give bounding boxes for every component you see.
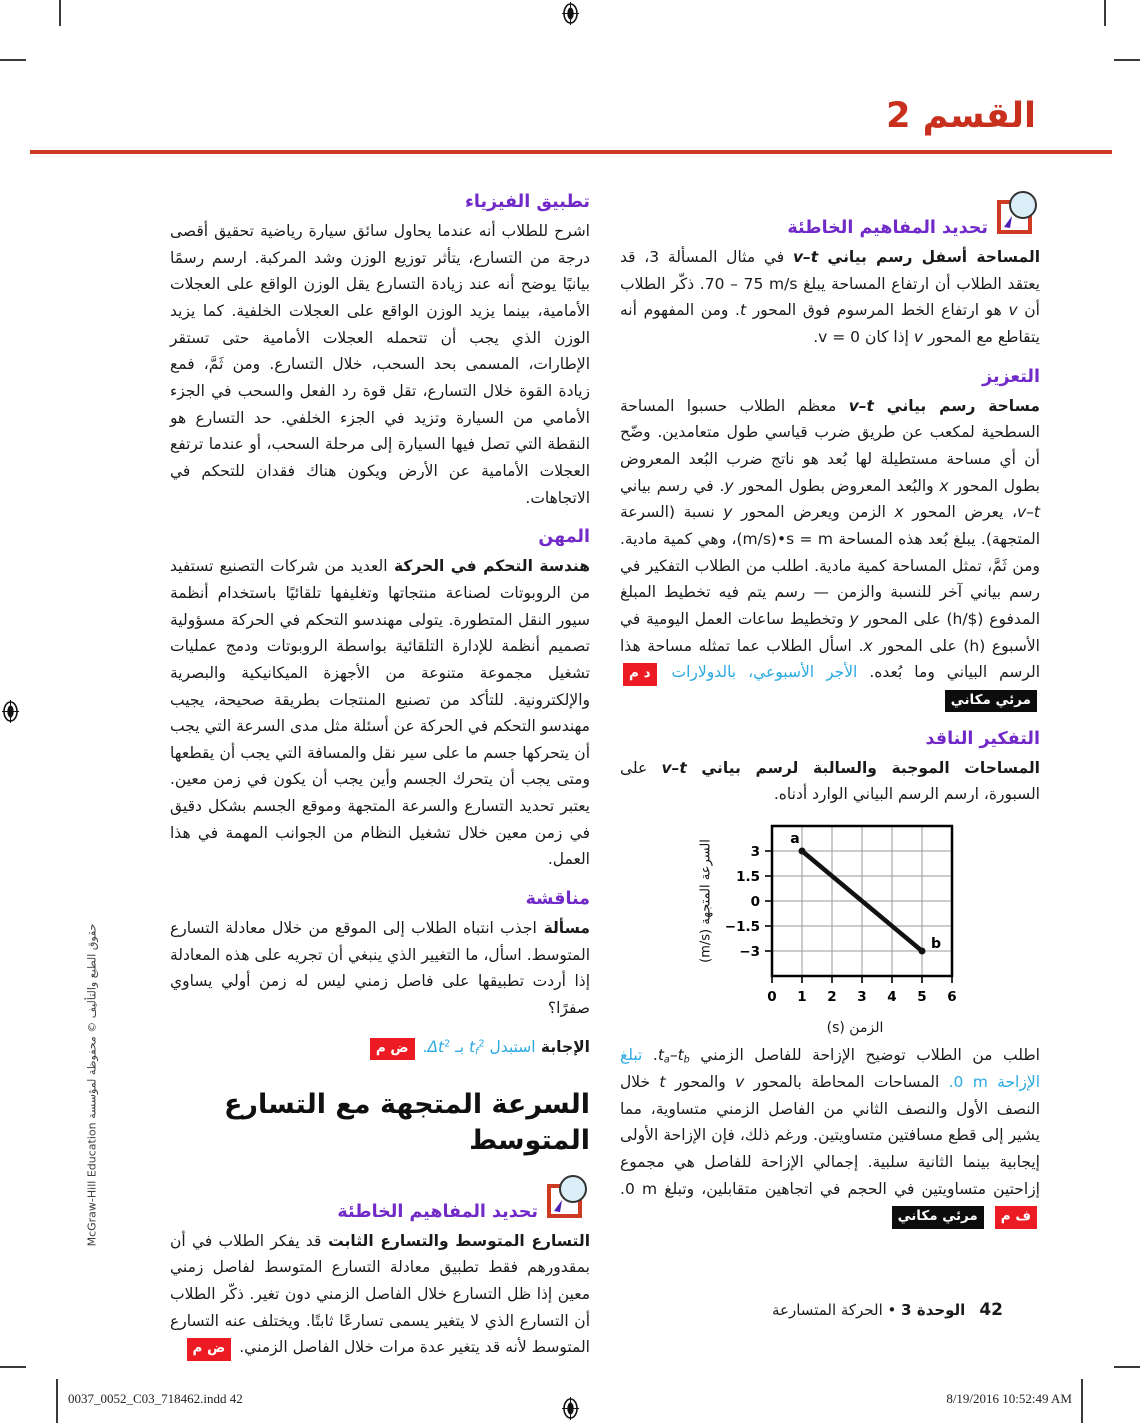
critical-thinking-answer-paragraph: اطلب من الطلاب توضيح الإزاحة للفاصل الزمني ta–tb. تبلغ الإزاحة 0 m. المساحات المحاطة بالمحور v والمحور t خلال النصف الأول والنصف الثاني من الفاصل الزمني متساوية، مما يشير إلى قطع مسافتين متساويتين. ورغم ذلك، فإن الإزاحة الأولى إيجابية بينما الثانية سلبية. إجمالي الإزاحة للفاصل هي مجموع إزاحتين متساويتين في الحجم في اتجاهين متقابلين، وتبلغ 0 m. ف م مرئي مكاني — [620, 1042, 1040, 1229]
unit-footer: الوحدة 3 • الحركة المتسارعة — [772, 1301, 966, 1319]
crop-mark — [1114, 59, 1140, 61]
right-column — [620, 176, 1040, 1373]
svg-text:0: 0 — [767, 988, 777, 1005]
crop-mark — [1114, 1366, 1140, 1368]
misconceptions2-heading: تحديد المفاهيم الخاطئة — [337, 1201, 538, 1222]
chart-plot — [680, 820, 980, 1014]
crop-mark — [1104, 0, 1106, 26]
discussion-answer: الإجابة استبدل $tf^2$ بـ $\Delta t^2$. ض م — [170, 1034, 590, 1061]
print-timestamp: 8/19/2016 10:52:49 AM — [946, 1391, 1072, 1406]
magnifier-icon — [996, 190, 1040, 240]
crop-mark — [1081, 1379, 1083, 1423]
misconceptions-heading: تحديد المفاهيم الخاطئة — [787, 218, 988, 238]
page-number: 42 — [979, 1300, 1003, 1320]
misconceptions2-paragraph: التسارع المتوسط والتسارع الثابت قد يفكر الطلاب في أن بمقدورهم فقط تطبيق معادلة التسارع المتوسط لفاصل زمني معين إذا ظل التسارع خلال الفاصل الزمني دون تغير. ذكّر الطلاب أن التسارع الذي لا يتغير يسمى تسارعًا ثابتًا. ويختلف عنه التسارع المتوسط لأنه قد يتغير عدة مرات خلال الفاصل الزمني. ض م — [170, 1228, 590, 1361]
svg-text:2: 2 — [827, 988, 837, 1005]
critical-thinking-paragraph: المساحات الموجبة والسالبة لرسم بياني v–t على السبورة، ارسم الرسم البياني الوارد أدناه. — [620, 758, 1040, 804]
registration-target-icon — [562, 1397, 579, 1424]
misconceptions-heading-row — [620, 190, 1040, 240]
misconceptions-paragraph: المساحة أسفل رسم بياني v–t في مثال المسألة 3، قد يعتقد الطلاب أن ارتفاع المساحة يبلغ 70 – 75 m/s. ذكّر الطلاب أن v هو ارتفاع الخط المرسوم فوق المحور t. ومن المفهوم أنه يتقاطع مع المحور v إذا كان v = 0. — [620, 248, 1041, 346]
svg-text:−1.5: −1.5 — [724, 918, 760, 935]
crop-mark — [59, 0, 61, 26]
svg-text:5: 5 — [917, 988, 927, 1005]
print-file-name: 0037_0052_C03_718462.indd 42 — [68, 1391, 243, 1406]
svg-text:3: 3 — [857, 988, 867, 1005]
careers-heading: المهن — [538, 527, 590, 548]
svg-text:1.5: 1.5 — [736, 868, 760, 885]
misconceptions2-heading-row — [170, 1174, 590, 1224]
section-title: السرعة المتجهة مع التسارع المتوسط — [223, 1088, 590, 1157]
registration-target-icon — [562, 2, 579, 29]
crop-mark — [56, 1379, 58, 1423]
svg-text:6: 6 — [947, 988, 957, 1005]
discussion-heading: مناقشة — [525, 889, 590, 910]
registration-target-icon — [2, 700, 19, 727]
svg-text:−3: −3 — [739, 943, 760, 960]
svg-text:1: 1 — [797, 988, 807, 1005]
svg-text:4: 4 — [887, 988, 897, 1005]
page-footer — [772, 1300, 1003, 1320]
svg-text:3: 3 — [750, 843, 760, 860]
chart-y-axis-label: السرعة المتجهة (m/s) — [698, 838, 714, 963]
reinforcement-heading: التعزيز — [982, 366, 1040, 387]
physics-application-paragraph: اشرح للطلاب أنه عندما يحاول سائق سيارة رياضية تحقيق أقصى درجة من التسارع، يتأثر توزيع الوزن وشد المركبة. ارسم رسمًا بيانيًا يوضح أنه عند زيادة التسارع يقل الوزن الواقع على العجلات الأمامية، بينما يزيد الوزن الواقع على العجلات الخلفية. كما يزيد الوزن الذي يجب أن تتحمله العجلات الأمامية حتى تستقر الإطارات، المسمى بحد السحب، خلال التسارع. ومن ثَمَّ، فمع زيادة القوة خلال التسارع، تقل قوة رد الفعل والسحب في الجزء الأمامي من السيارة وتزيد في الجزء الخلفي. حد التسارع هو النقطة التي تصل فيها السيارة إلى مرحلة السحب، أو عندما ترتفع العجلات الأمامية عن الأرض ويكون هناك فقدان للتحكم في الاتجاهات. — [170, 222, 590, 507]
content-columns — [170, 176, 1040, 1373]
crop-mark — [0, 59, 26, 61]
reinforcement-paragraph: مساحة رسم بياني v–t معظم الطلاب حسبوا المساحة السطحية لمكعب عن طريق ضرب قياسي طول متعامدين. وضّح أن أي مساحة مستطيلة لها بُعد هو ناتج ضرب البُعد المعروض بطول المحور x والبُعد المعروض بطول المحور y. في رسم بياني v–t، يعرض المحور x الزمن ويعرض المحور y نسبة (السرعة المتجهة). يبلغ بُعد هذه المساحة (m/s)•s = m، وهي كمية مادية. ومن ثَمَّ، تمثل المساحة كمية مادية. اطلب من الطلاب التفكير في رسم بياني آخر للنسبة والزمن — رسم يتم فيه تخطيط المبلغ المدفوع (h/$) على المحور y وتخطيط ساعات العمل اليومية في الأسبوع (h) على المحور x. اسأل الطلاب عما تمثله مساحة هذا الرسم البياني وما بُعده. الأجر الأسبوعي، بالدولارات د م مرئي مكاني — [620, 393, 1040, 713]
discussion-paragraph: مسألة اجذب انتباه الطلاب إلى الموقع من خلال معادلة التسارع المتوسط. اسأل، ما التغيير الذي ينبغي أن تجريه على هذه المعادلة إذا أردت تطبيقها على فاصل زمني ليس له زمن أولي يساوي صفرًا؟ — [170, 919, 590, 1018]
critical-thinking-heading: التفكير الناقد — [925, 728, 1040, 749]
textbook-page: القسم 2 تحديد المفاهيم الخاطئة المساحة أسفل رسم بياني v–t في مثال المسألة 3، قد يعتقد الطلاب أن ارتفاع المساحة يبلغ 70 – 75 m/s. ذكّر الطلاب أن v هو ارتفاع الخط المرسوم فوق المحور t. ومن المفهوم أنه يتقاطع مع المحور v إذا كان v = 0. التعزيز مساحة رسم بياني v–t معظم الطلاب حسبوا المساحة السطحية لمكعب عن طريق ضرب قياسي طول متعامدين. وضّح أن أي مساحة مستطيلة لها بُعد هو ناتج ضرب البُعد المعروض بطول المحور x والبُعد المعروض بطول المحور y. في رسم بياني v–t، يعرض المحور x الزمن ويعرض المحور y نسبة (السرعة المتجهة). يبلغ بُعد هذه المساحة (m/s)•s = m، وهي كمية مادية. ومن ثَمَّ، تمثل المساحة كمية مادية. اطلب من الطلاب التفكير في رسم بياني آخر للنسبة والزمن — رسم يتم فيه تخطيط المبلغ المدفوع (h/$) على المحور y وتخطيط ساعات العمل اليومية في الأسبوع (h) على المحور x. اسأل الطلاب عما تمثله مساحة هذا الرسم البياني وما بُعده. الأجر الأسبوعي، بالدولارات د م مرئي مكاني التفكير الناقد المساحات الموجبة والسالبة لرسم بياني v–t على السبورة، ارسم الرسم البياني الوارد أدناه. السرعة المتجهة (m/s) a b 3 1.5 0 −1.5 −3 0 1 2 3 4 5 6 الزمن (s) اطلب من الطلاب توضيح الإزاحة للفاصل الزمني ta–tb. تبلغ الإزاحة 0 m. المساحات المحاطة بالمحور v والمحور t خلال النصف الأول والنصف الثاني من الفاصل الزمني متساوية، مما يشير إلى قطع مسافتين متساويتين. ورغم ذلك، فإن الإزاحة الأولى إيجابية بينما الثانية سلبية. إجمالي الإزاحة للفاصل هي مجموع إزاحتين متساويتين في الحجم في اتجاهين متقابلين، وتبلغ 0 m. ف م مرئي مكاني تطبيق الفيزياء اشرح للطلاب أنه عندما يحاول سائق سيارة رياضية تحقيق أقصى درجة من التسارع، يتأثر توزيع الوزن وشد المركبة. ارسم رسمًا بيانيًا يوضح أنه عند زيادة التسارع يقل الوزن الواقع على العجلات الأمامية، بينما يزيد الوزن الواقع على العجلات الخلفية. كما يزيد الوزن الذي يجب أن تتحمله العجلات الأمامية حتى تستقر الإطارات، المسمى بحد السحب، خلال التسارع. ومن ثَمَّ، فمع زيادة القوة خلال التسارع، تقل قوة رد الفعل والسحب في الجزء الأمامي من السيارة وتزيد في الجزء الخلفي. حد التسارع هو النقطة التي تصل فيها السيارة إلى مرحلة السحب، أو عندما ترتفع العجلات الأمامية عن الأرض ويكون هناك فقدان للتحكم في الاتجاهات. المهن هندسة التحكم في الحركة العديد من شركات التصنيع تستفيد من الروبوتات لصناعة منتجاتها وتغليفها تلقائيًا باستخدام أنظمة سيور النقل المتطورة. يتولى مهندسو التحكم في الحركة مسؤولية تصميم أنظمة للإدارة التلقائية بواسطة الروبوتات ودمج عمليات تشغيل مجموعة متنوعة من الأجهزة الميكانيكية والبصرية والإلكترونية. للتأكد من تصنيع المنتجات بطريقة صحيحة، يجيب مهندسو التحكم في الحركة عن أسئلة مثل مدى السرعة التي يجب أن يتحركها جسم ما على سير نقل والمسافة التي يجب أن يقطعها ومتى يجب أن يتحرك الجسم وأين يجب أن يكون في زمن معين. يعتبر تحديد التسارع والسرعة المتجهة وموقع الجسم بشكل دقيق في زمن معين خلال تشغيل النظام من الجوانب المهمة في هذا العمل. مناقشة مسألة اجذب انتباه الطلاب إلى الموقع من خلال معادلة التسارع المتوسط. اسأل، ما التغيير الذي ينبغي أن تجريه على هذه المعادلة إذا أردت تطبيقها على فاصل زمني ليس له زمن أولي يساوي صفرًا؟ الإجابة استبدل $tf^2$ بـ $\Delta t^2$. ض م السرعة المتجهة مع التسارع المتوسط تحديد المفاهيم الخاطئة التسارع المتوسط والتسارع الثابت قد يفكر الطلاب في أن بمقدورهم فقط تطبيق معادلة التسارع المتوسط لفاصل زمني معين إذا ظل التسارع خلال الفاصل الزمني دون تغير. ذكّر الطلاب أن التسارع الذي لا يتغير يسمى تسارعًا ثابتًا. ويختلف عنه التسارع المتوسط لأنه قد يتغير عدة مرات خلال الفاصل الزمني. ض م 42 الوحدة 3 • الحركة المتسارعة حقوق الطبع والتأليف © محفوظة لمؤسسة McGraw-Hill Education 0037_0052_C03_718462.indd 42 8/19/2016 10:52:49 AM — [0, 0, 1140, 1425]
velocity-time-chart — [680, 820, 980, 1036]
careers-paragraph: هندسة التحكم في الحركة العديد من شركات التصنيع تستفيد من الروبوتات لصناعة منتجاتها وتغليفها تلقائيًا باستخدام أنظمة سيور النقل المتطورة. يتولى مهندسو التحكم في الحركة مسؤولية تصميم أنظمة للإدارة التلقائية بواسطة الروبوتات ودمج عمليات تشغيل مجموعة متنوعة من الأجهزة الميكانيكية والبصرية والإلكترونية. للتأكد من تصنيع المنتجات بطريقة صحيحة، يجيب مهندسو التحكم في الحركة عن أسئلة مثل مدى السرعة التي يجب أن يتحركها جسم ما على سير نقل والمسافة التي يجب أن يقطعها ومتى يجب أن يتحرك الجسم وأين يجب أن يكون في زمن معين. يعتبر تحديد التسارع والسرعة المتجهة وموقع الجسم بشكل دقيق في زمن معين خلال تشغيل النظام من الجوانب المهمة في هذا العمل. — [170, 557, 590, 869]
left-column — [170, 176, 590, 1373]
page-title: القسم 2 — [886, 96, 1036, 136]
chart-point-b — [919, 947, 926, 954]
physics-application-heading: تطبيق الفيزياء — [464, 192, 590, 212]
svg-text:0: 0 — [750, 893, 760, 910]
magnifier-icon — [546, 1174, 590, 1224]
chart-x-axis-label: الزمن (s) — [826, 1019, 884, 1036]
crop-mark — [0, 1366, 26, 1368]
header-rule — [30, 150, 1112, 154]
chart-point-b-label: b — [931, 935, 942, 952]
chart-point-a-label: a — [790, 830, 800, 847]
chart-point-a — [799, 847, 806, 854]
